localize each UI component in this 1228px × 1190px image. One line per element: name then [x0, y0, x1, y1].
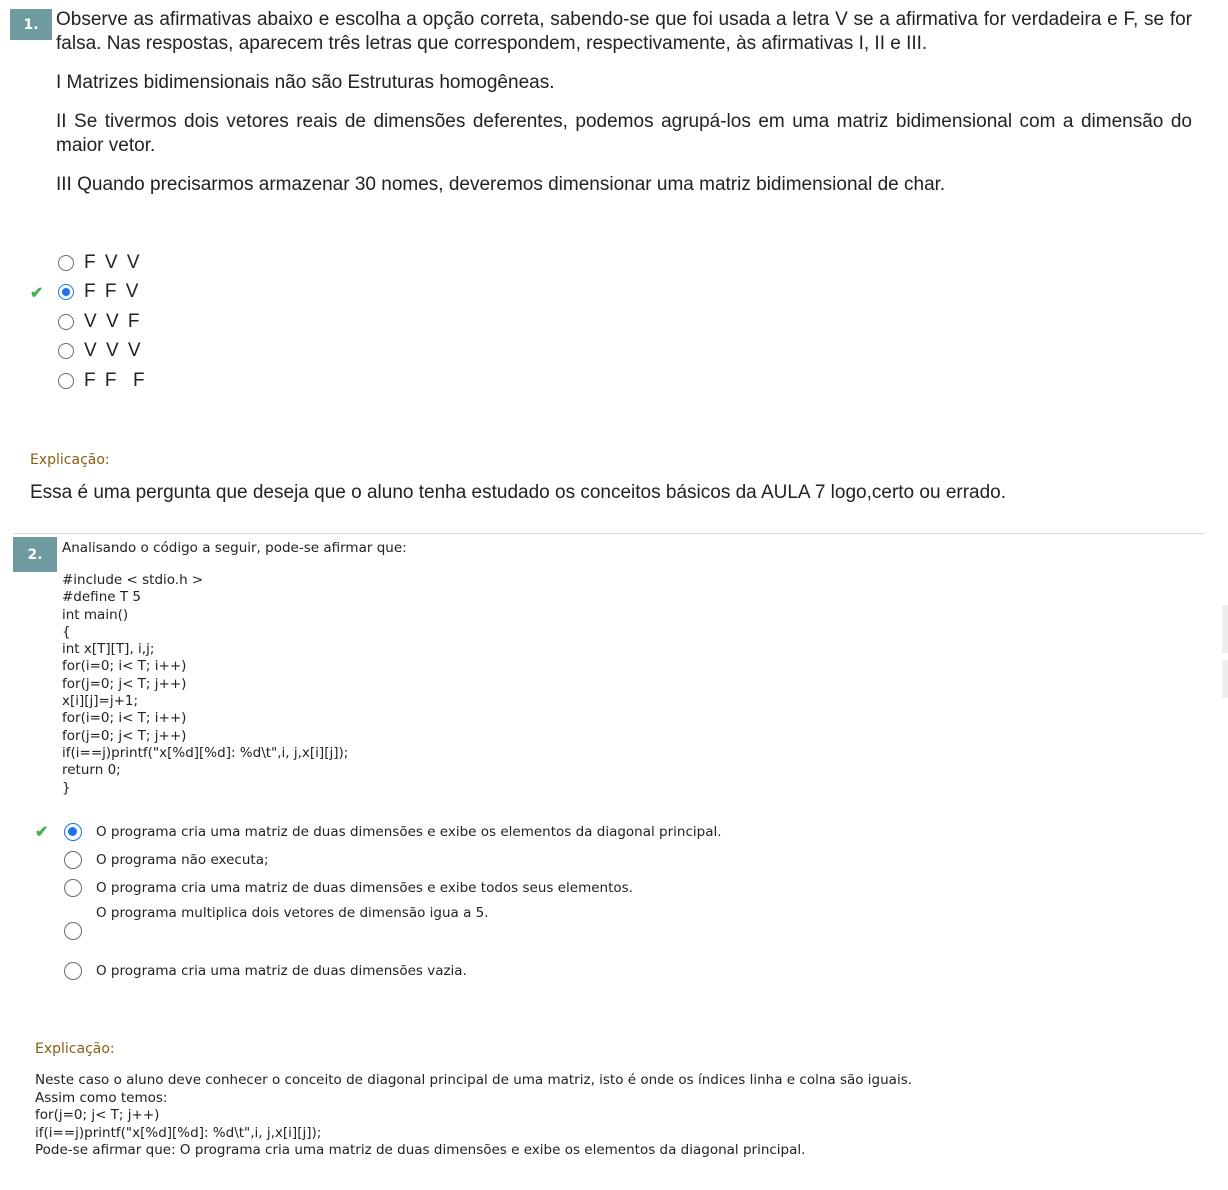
- answer-option[interactable]: [64, 879, 633, 897]
- option-label: V V V: [84, 340, 143, 361]
- option-label: O programa cria uma matriz de duas dimensões e exibe todos seus elementos.: [96, 880, 633, 896]
- answer-option[interactable]: [58, 308, 142, 336]
- explanation-text: Neste caso o aluno deve conhecer o conceito de diagonal principal de uma matriz, isto é onde os índices linha e colna são iguais. Assim como temos: for(j=0; j< T; j++) if(i==j)printf("x[%d][%d]: %d\t",i, j,x[i][j]); Pode-se afirmar que: O programa cria uma matriz de duas dimensões e exibe os elementos da diagonal principal.: [35, 1072, 913, 1158]
- radio-button[interactable]: [64, 851, 82, 869]
- radio-button[interactable]: [58, 373, 74, 389]
- radio-button-checked[interactable]: [58, 284, 74, 300]
- explanation-text: Essa é uma pergunta que deseja que o aluno tenha estudado os conceitos básicos da AULA 7 logo,certo ou errado.: [30, 482, 1007, 503]
- option-label: F F V: [84, 281, 141, 302]
- code-block: #include < stdio.h > #define T 5 int main() { int x[T][T], i,j; for(i=0; i< T; i++) for(j=0; j< T; j++) x[i][j]=j+1; for(i=0; i< T; i++) for(j=0; j< T; j++) if(i==j)printf("x[%d][%d]: %d\t",i, j,x[i][j]); return 0; }: [62, 572, 349, 796]
- radio-button[interactable]: [58, 343, 74, 359]
- radio-button[interactable]: [58, 255, 74, 271]
- option-label: O programa cria uma matriz de duas dimensões vazia.: [96, 963, 467, 979]
- radio-button-checked[interactable]: [64, 823, 82, 841]
- option-label: O programa multiplica dois vetores de dimensão igua a 5.: [96, 905, 489, 921]
- radio-button[interactable]: [58, 314, 74, 330]
- answer-option[interactable]: [64, 851, 269, 869]
- statement-i: I Matrizes bidimensionais não são Estruturas homogêneas.: [56, 72, 555, 93]
- question-number-badge: 2.: [13, 537, 57, 572]
- option-label: O programa cria uma matriz de duas dimensões e exibe os elementos da diagonal principal.: [96, 824, 722, 840]
- scroll-edge: [1222, 605, 1228, 653]
- question-number-badge: 1.: [10, 9, 52, 40]
- check-icon: ✔: [35, 824, 49, 841]
- radio-button[interactable]: [64, 879, 82, 897]
- divider: [14, 533, 1204, 534]
- option-label: O programa não executa;: [96, 852, 269, 868]
- radio-button[interactable]: [64, 922, 82, 940]
- question-stem: Analisando o código a seguir, pode-se afirmar que:: [62, 540, 407, 556]
- statement-ii: II Se tivermos dois vetores reais de dimensões deferentes, podemos agrupá-los em uma matriz bidimensional com a dimensão do maior vetor.: [56, 111, 1192, 156]
- option-label: F V V: [84, 252, 142, 273]
- answer-option[interactable]: [58, 249, 142, 277]
- statement-iii: III Quando precisarmos armazenar 30 nomes, deveremos dimensionar uma matriz bidimensional de char.: [56, 174, 946, 195]
- check-icon: ✔: [30, 285, 44, 302]
- radio-button[interactable]: [64, 962, 82, 980]
- answer-option[interactable]: [64, 905, 489, 940]
- question-stem: Observe as afirmativas abaixo e escolha a opção correta, sabendo-se que foi usada a letra V se a afirmativa for verdadeira e F, se for falsa. Nas respostas, aparecem três letras que correspondem, respectivamente, às afirmativas I, II e III.: [56, 9, 1192, 54]
- answer-option[interactable]: [58, 337, 143, 365]
- explanation-title: Explicação:: [30, 452, 110, 468]
- answer-option[interactable]: [58, 367, 147, 395]
- answer-option-selected[interactable]: [58, 278, 140, 306]
- answer-option[interactable]: [64, 962, 467, 980]
- explanation-title: Explicação:: [35, 1041, 115, 1057]
- option-label: V V F: [84, 311, 142, 332]
- option-label: F F F: [84, 370, 147, 391]
- scroll-edge: [1222, 660, 1228, 698]
- answer-option-selected[interactable]: [64, 823, 722, 841]
